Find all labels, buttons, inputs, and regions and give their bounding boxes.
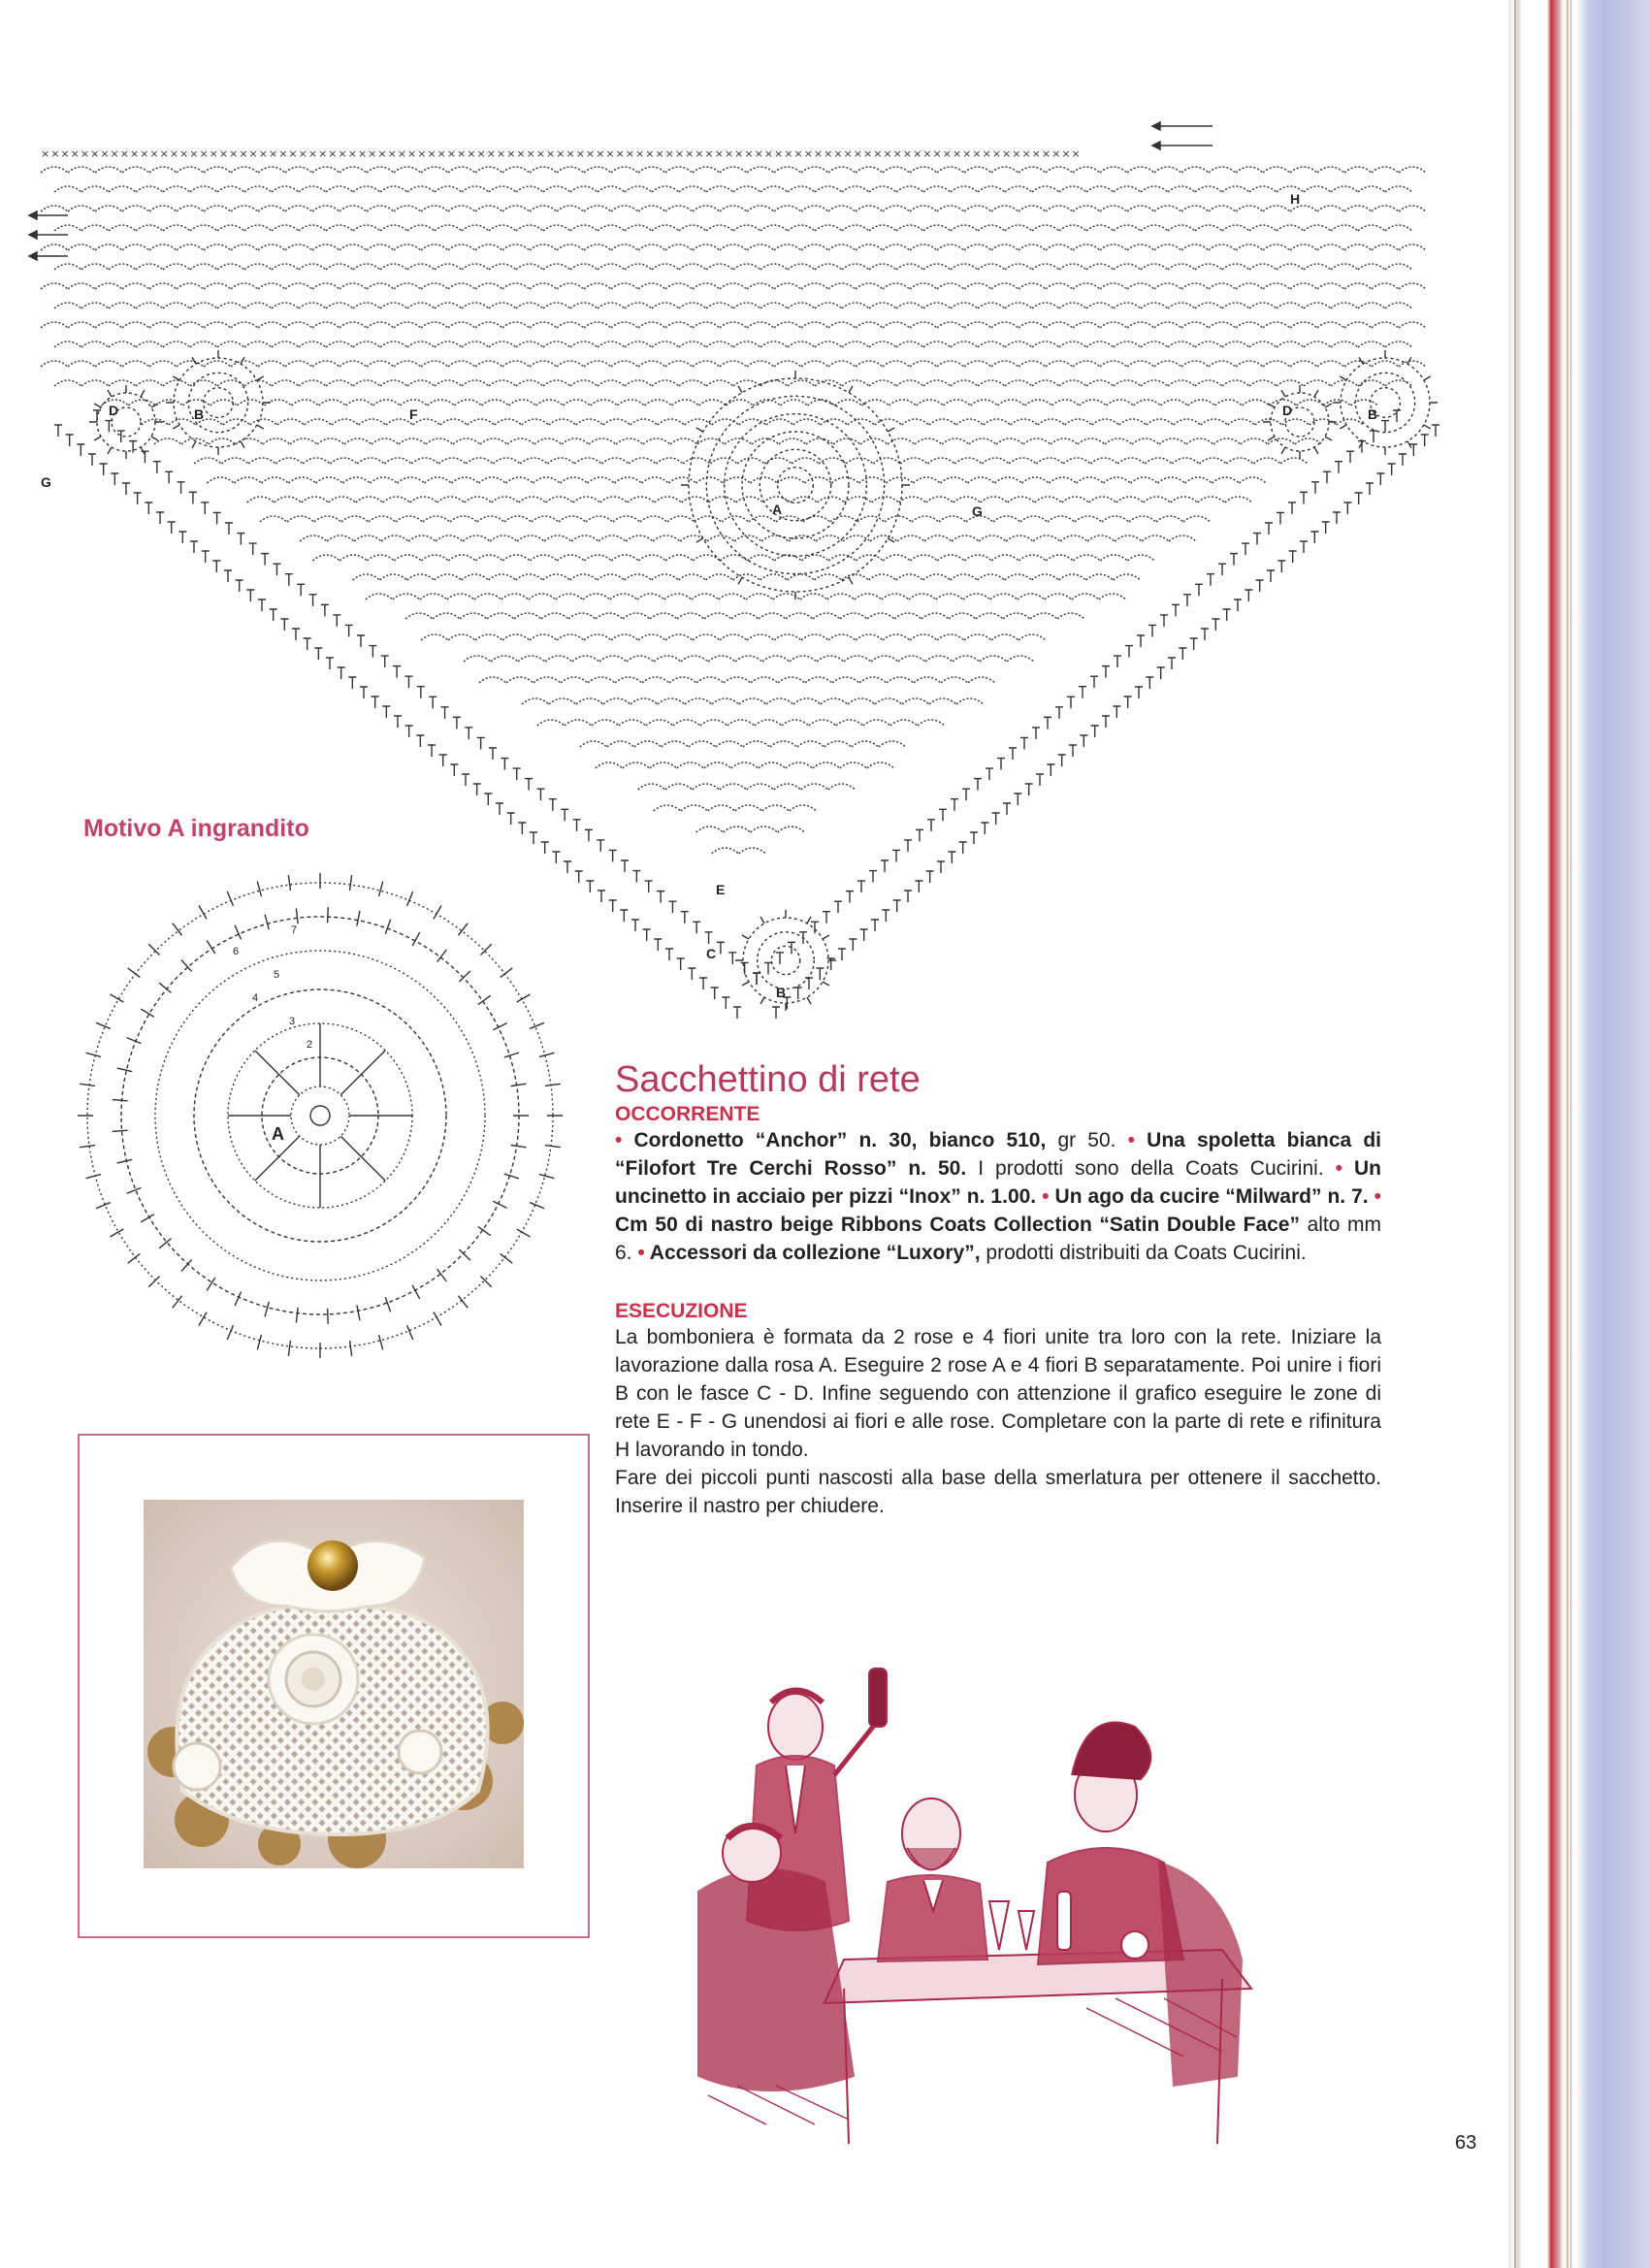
diagram-label-e: E (716, 882, 726, 897)
diagram-label-g2: G (972, 503, 983, 519)
product-photo-frame (78, 1434, 590, 1938)
material-1-plain: I prodotti sono della Coats Cucirini. (966, 1157, 1336, 1180)
material-0-bold: Cordonetto “Anchor” n. 30, bianco 510, (633, 1129, 1047, 1151)
material-2-bold: Un uncinetto in acciaio per pizzi “Inox” n. 1.00. (615, 1157, 1382, 1208)
material-5-bold: Accessori da collezione “Luxory”, (649, 1242, 981, 1264)
diagram-label-b-right: B (1368, 406, 1378, 422)
svg-text:××××××××××××××××××××××××××××××: ××××××××××××××××××××××××××××××××××××××××××××××××××××××××××××××××××××××××××××××××××××××××××××××××××××××××× (41, 147, 1082, 160)
execution-heading: ESECUZIONE (615, 1300, 748, 1322)
vintage-dinner-illustration (679, 1669, 1266, 2173)
execution-paragraph-2: Fare dei piccoli punti nascosti alla base della smerlatura per ottenere il sacchetto. Inserire il nastro per chiudere. (615, 1467, 1381, 1517)
article-text (615, 1059, 1381, 1520)
diagram-label-h: H (1290, 191, 1301, 207)
motif-round-4: 4 (252, 992, 259, 1004)
motif-round-5: 5 (274, 969, 280, 981)
material-3-bold: Un ago da cucire “Milward” n. 7. (1054, 1185, 1374, 1208)
product-photo (144, 1500, 524, 1868)
materials-heading: OCCORRENTE (615, 1103, 760, 1125)
motif-round-7: 7 (291, 924, 298, 936)
diagram-label-b-left: B (194, 406, 205, 422)
motif-round-6: 6 (233, 946, 240, 957)
material-0-plain: gr 50. (1046, 1129, 1128, 1151)
diagram-label-a: A (772, 502, 783, 517)
diagram-label-g: G (41, 474, 51, 490)
diagram-label-d-left: D (109, 403, 119, 418)
motif-round-3: 3 (289, 1016, 296, 1027)
page-number: 63 (1455, 2132, 1477, 2154)
execution-paragraph-1: La bomboniera è formata da 2 rose e 4 fiori unite tra loro con la rete. Iniziare la lavorazione dalla rosa A. Eseguire 2 rose A e 4 fiori B separatamente. Poi unire i fiori B con le fasce C - D. Infine seguendo con attenzione il grafico eseguire le zone di rete E - F - G unendosi ai fiori e alle rose. Completare con la parte di rete e rifinitura H lavorando in tondo. (615, 1326, 1381, 1461)
material-5-plain: prodotti distribuiti da Coats Cucirini. (980, 1242, 1307, 1264)
material-1-bold: Una spoletta bianca di “Filofort Tre Cerchi Rosso” n. 50. (615, 1129, 1382, 1180)
execution-text (615, 1323, 1381, 1520)
crochet-chart-motif-a (58, 854, 582, 1377)
diagram-label-d-right: D (1282, 403, 1293, 418)
motif-title: Motivo A ingrandito (83, 815, 309, 842)
diagram-label-c: C (706, 946, 717, 961)
materials-list: • Cordonetto “Anchor” n. 30, bianco 510, gr 50. • Una spoletta bianca di “Filofort Tre Cerchi Rosso” n. 50. I prodotti sono della Coats Cucirini. • Un uncinetto in acciaio per pizzi “Inox” n. 1.00. • Un ago da cucire “Milward” n. 7. • Cm 50 di nastro beige Ribbons Coats Collection “Satin Double Face” alto mm 6. • Accessori da collezione “Luxory”, prodotti distribuiti da Coats Cucirini. (615, 1129, 1382, 1264)
diagram-label-b-bottom: B (776, 985, 787, 1000)
material-4-plain: alto mm 6. (615, 1214, 1382, 1264)
motif-round-2: 2 (307, 1039, 313, 1051)
article-title: Sacchettino di rete (615, 1059, 921, 1100)
motif-center-label: A (272, 1124, 284, 1144)
diagram-label-f: F (409, 406, 418, 422)
magazine-page-edge (1508, 0, 1649, 2268)
material-4-bold: Cm 50 di nastro beige Ribbons Coats Collection “Satin Double Face” (615, 1214, 1300, 1236)
